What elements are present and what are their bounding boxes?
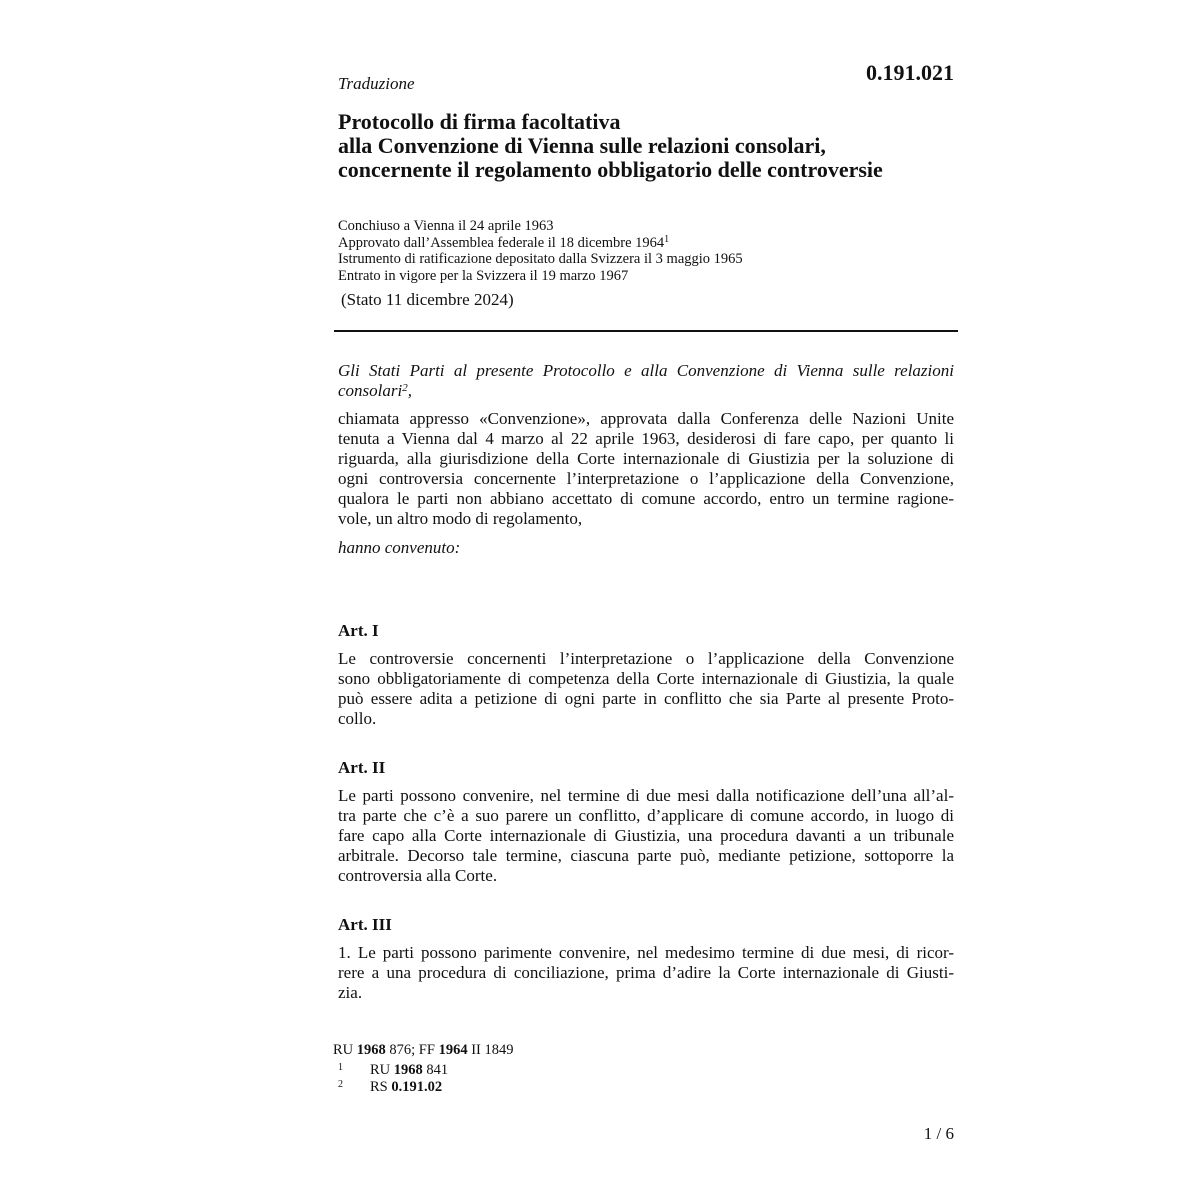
source-reference: RU 1968 876; FF 1964 II 1849	[333, 1042, 514, 1058]
text-line: chiamata appresso «Convenzione», approvata dalla Conferenza delle Nazioni Unite	[338, 409, 954, 428]
status-date: (Stato 11 dicembre 2024)	[341, 290, 514, 309]
text-line: può essere adita a petizione di ogni parte in conflitto che sia Parte al presente Proto-	[338, 689, 954, 708]
document-number: 0.191.021	[866, 60, 954, 85]
preamble-parties	[338, 361, 954, 401]
text-line: Le parti possono convenire, nel termine di due mesi dalla notificazione dell’una all’al-	[338, 786, 954, 805]
text-line: vole, un altro modo di regolamento,	[338, 509, 583, 528]
text-line: fare capo alla Corte internazionale di Giustizia, una procedura davanti a un tribunale	[338, 826, 954, 845]
text-line: Le controversie concernenti l’interpretazione o l’applicazione della Convenzione	[338, 649, 954, 668]
text-line: ogni controversia concernente l’interpretazione o l’applicazione della Convenzione,	[338, 469, 954, 488]
title-line: concernente il regolamento obbligatorio delle controversie	[338, 157, 883, 182]
translation-label: Traduzione	[338, 74, 415, 93]
article-heading: Art. I	[338, 621, 379, 640]
article-heading: Art. II	[338, 758, 386, 777]
text-line: zia.	[338, 983, 363, 1002]
text-line: qualora le parti non abbiano accettato di comune accordo, entro un termine ragione-	[338, 489, 954, 508]
footnote: 2 RS 0.191.02	[338, 1079, 443, 1095]
page-number: 1 / 6	[923, 1124, 954, 1143]
document-title	[338, 110, 978, 182]
article-text	[338, 786, 954, 886]
text-line: sono obbligatoriamente di competenza della Corte internazionale di Giustizia, la quale	[338, 669, 954, 688]
footnote-ref[interactable]: 1	[664, 233, 670, 245]
title-line: Protocollo di firma facoltativa	[338, 109, 621, 134]
text-line: Gli Stati Parti al presente Protocollo e alla Convenzione di Vienna sulle relazioni	[338, 361, 954, 380]
text-line: rere a una procedura di conciliazione, prima d’adire la Corte internazionale di Giusti-	[338, 963, 954, 982]
preamble-agreed: hanno convenuto:	[338, 538, 461, 557]
footnote-number: 2	[338, 1079, 343, 1090]
text-line: controversia alla Corte.	[338, 866, 498, 885]
text-line: collo.	[338, 709, 377, 728]
concluded-date: Conchiuso a Vienna il 24 aprile 1963	[338, 218, 554, 234]
text-line: riguarda, alla giurisdizione della Corte internazionale di Giustizia per la soluzione di	[338, 449, 954, 468]
entry-into-force-date: Entrato in vigore per la Svizzera il 19 marzo 1967	[338, 267, 629, 284]
ratification-date: Istrumento di ratificazione depositato dalla Svizzera il 3 maggio 1965	[338, 251, 743, 267]
text-line: arbitrale. Decorso tale termine, ciascuna parte può, mediante petizione, sottoporre la	[338, 846, 954, 865]
text-line: tenuta a Vienna dal 4 marzo al 22 aprile 1963, desiderosi di fare capo, per quanto li	[338, 429, 954, 448]
text-line: 1. Le parti possono parimente convenire, nel medesimo termine di due mesi, di ricor-	[338, 943, 954, 962]
preamble-body	[338, 409, 954, 529]
article-text	[338, 943, 954, 1003]
footnote: 1 RU 1968 841	[338, 1062, 449, 1078]
text-line: consolari$^2$,	[338, 381, 412, 400]
treaty-metadata	[338, 218, 958, 284]
footnote-ref[interactable]: 2	[402, 382, 408, 394]
approved-date: Approvato dall’Assemblea federale il 18 dicembre 1964$^1$	[338, 233, 670, 251]
title-line: alla Convenzione di Vienna sulle relazioni consolari,	[338, 133, 826, 158]
article-heading: Art. III	[338, 915, 392, 934]
article-text	[338, 649, 954, 729]
text-line: tra parte che c’è a suo parere un conflitto, d’applicare di comune accordo, in luogo di	[338, 806, 954, 825]
header-divider	[334, 330, 958, 332]
footnote-number: 1	[338, 1062, 343, 1073]
